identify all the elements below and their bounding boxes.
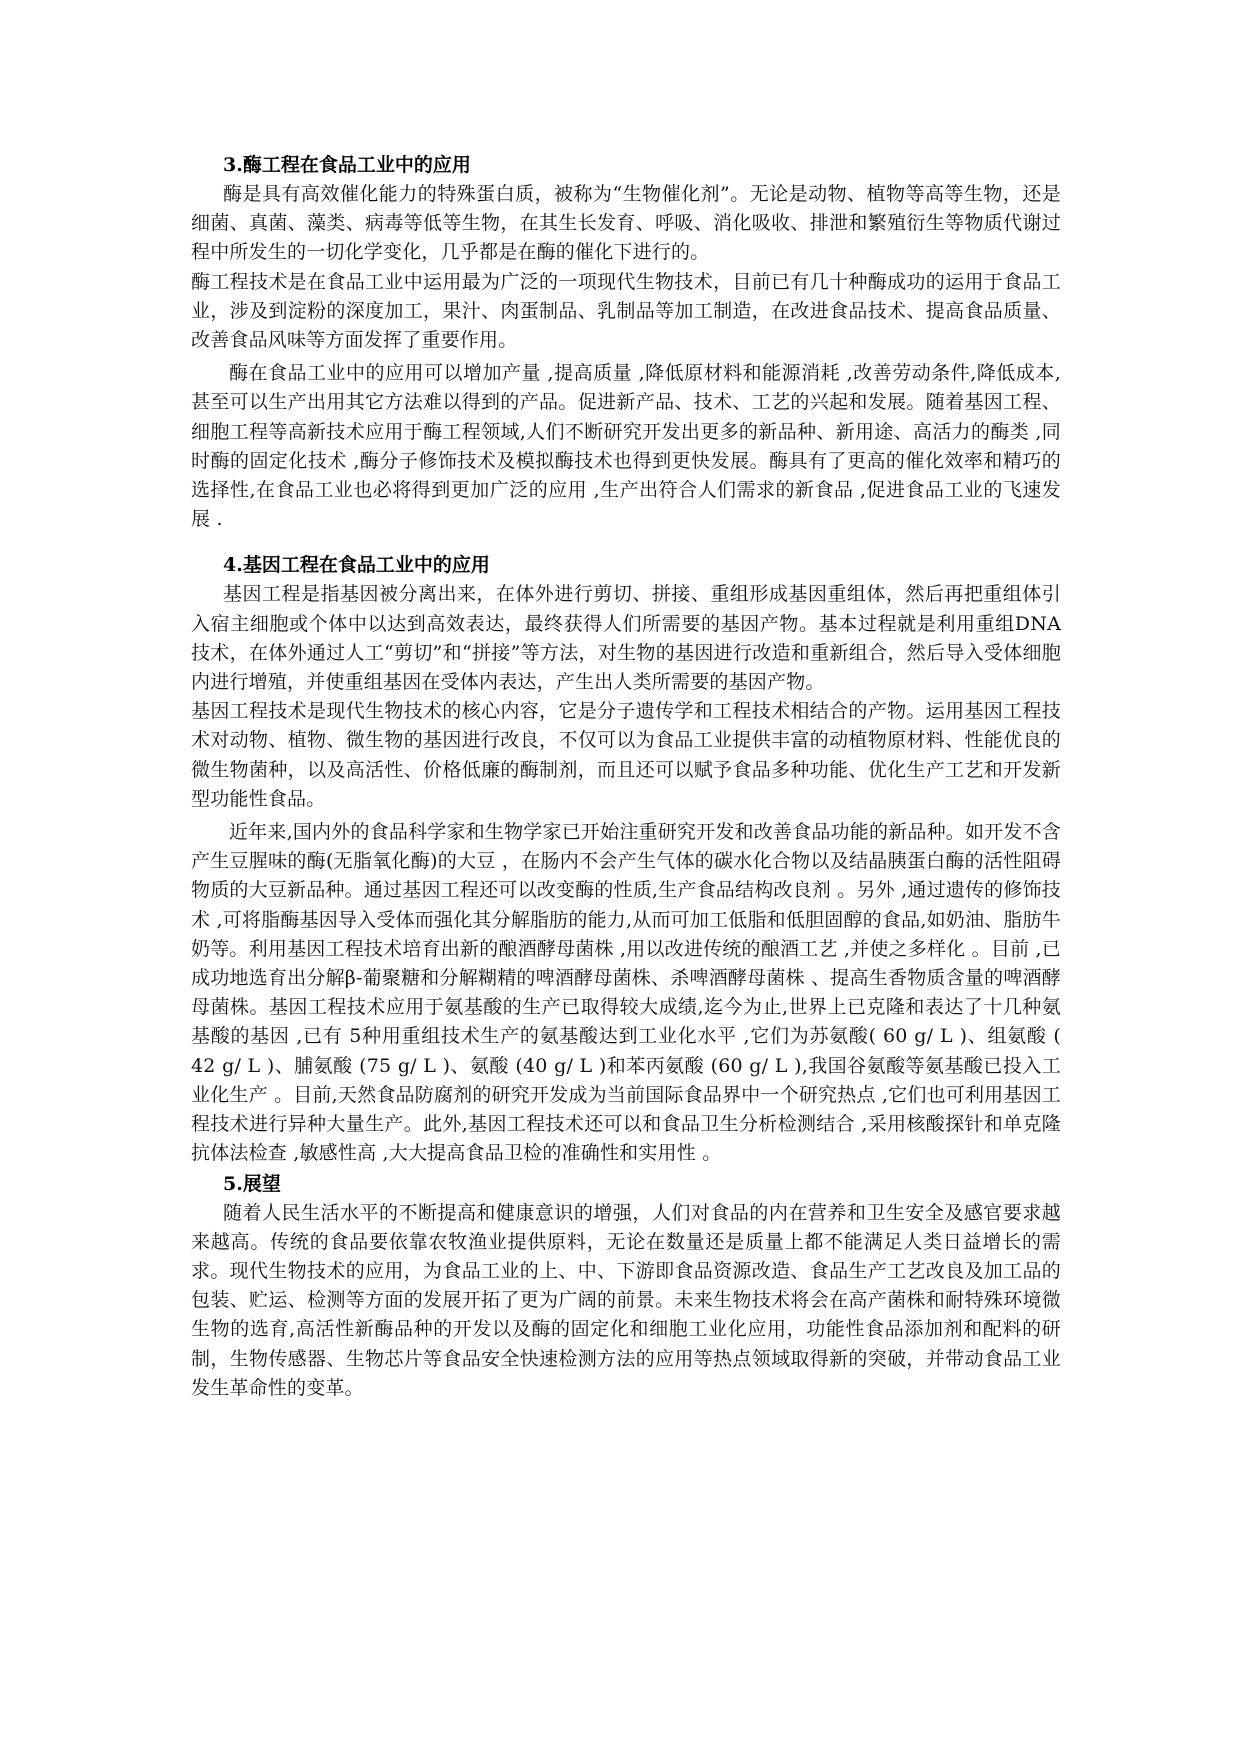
section-spacer xyxy=(191,534,1061,550)
section-heading-genetic-engineering: 4.基因工程在食品工业中的应用 xyxy=(223,554,490,577)
paragraph: 酶在食品工业中的应用可以增加产量 ,提高质量 ,降低原材料和能源消耗 ,改善劳动条件,降低成本,甚至可以生产出用其它方法难以得到的产品。促进新产品、技术、工艺的兴起和发展。随着基因工程、细胞工程等高新技术应用于酶工程领域,人们不断研究开发出更多的新品种、新用途、高活力的酶类 ,同时酶的固定化技术 ,酶分子修饰技术及模拟酶技术也得到更快发展。酶具有了更高的催化效率和精巧的选择性,在食品工业也必将得到更加广泛的应用 ,生产出符合人们需求的新食品 ,促进食品工业的飞速发展 . xyxy=(191,362,1061,531)
paragraph: 酶工程技术是在食品工业中运用最为广泛的一项现代生物技术，目前已有几十种酶成功的运用于食品工业，涉及到淀粉的深度加工，果汁、肉蛋制品、乳制品等加工制造，在改进食品技术、提高食品质量、改善食品风味等方面发挥了重要作用。 xyxy=(191,270,1061,352)
paragraph: 基因工程是指基因被分离出来，在体外进行剪切、拼接、重组形成基因重组体，然后再把重组体引入宿主细胞或个体中以达到高效表达，最终获得人们所需要的基因产物。基本过程就是利用重组DNA技术，在体外通过人工“剪切”和“拼接”等方法，对生物的基因进行改造和重新组合，然后导入受体细胞内进行增殖，并使重组基因在受体内表达，产生出人类所需要的基因产物。 xyxy=(191,583,1061,694)
paragraph: 基因工程技术是现代生物技术的核心内容，它是分子遗传学和工程技术相结合的产物。运用基因工程技术对动物、植物、微生物的基因进行改良，不仅可以为食品工业提供丰富的动植物原材料、性能优良的微生物菌种，以及高活性、价格低廉的酶制剂，而且还可以赋予食品多种功能、优化生产工艺和开发新型功能性食品。 xyxy=(191,700,1061,810)
paragraph: 随着人民生活水平的不断提高和健康意识的增强，人们对食品的内在营养和卫生安全及感官要求越来越高。传统的食品要依靠农牧渔业提供原料，无论在数量还是质量上都不能满足人类日益增长的需求。现代生物技术的应用，为食品工业的上、中、下游即食品资源改造、食品生产工艺改良及加工品的包装、贮运、检测等方面的发展开拓了更为广阔的前景。未来生物技术将会在高产菌株和耐特殊环境微生物的选育,高活性新酶品种的开发以及酶的固定化和细胞工业化应用，功能性食品添加剂和配料的研制，生物传感器、生物芯片等食品安全快速检测方法的应用等热点领域取得新的突破，并带动食品工业发生革命性的变革。 xyxy=(191,1201,1061,1399)
paragraph: 近年来,国内外的食品科学家和生物学家已开始注重研究开发和改善食品功能的新品种。如开发不含产生豆腥味的酶(无脂氧化酶)的大豆 ，在肠内不会产生气体的碳水化合物以及结晶胰蛋白酶的活性阻碍物质的大豆新品种。通过基因工程还可以改变酶的性质,生产食品结构改良剂 。另外 ,通过遗传的修饰技术 ,可将脂酶基因导入受体而强化其分解脂肪的能力,从而可加工低脂和低胆固醇的食品,如奶油、脂肪牛奶等。利用基因工程技术培育出新的酿酒酵母菌株 ,用以改进传统的酿酒工艺 ,并使之多样化 。目前 ,已成功地选育出分解β-葡聚糖和分解糊精的啤酒酵母菌株、杀啤酒酵母菌株 、提高生香物质含量的啤酒酵母菌株。基因工程技术应用于氨基酸的生产已取得较大成绩,迄今为止,世界上已克隆和表达了十几种氨基酸的基因 ,已有 5种用重组技术生产的氨基酸达到工业化水平 ,它们为苏氨酸( 60 g/ L )、组氨酸 ( 42 g/ L )、脯氨酸 (75 g/ L )、氨酸 (40 g/ L )和苯丙氨酸 (60 g/ L ),我国谷氨酸等氨基酸已投入工业化生产 。目前,天然食品防腐剂的研究开发成为当前国际食品界中一个研究热点 ,它们也可利用基因工程技术进行异种大量生产。此外,基因工程技术还可以和食品卫生分析检测结合 ,采用核酸探针和单克隆抗体法检查 ,敏感性高 ,大大提高食品卫检的准确性和实用性 。 xyxy=(191,821,1061,1165)
section-heading-outlook: 5.展望 xyxy=(223,1172,281,1195)
document-body xyxy=(191,150,1061,1403)
section-heading-enzyme-engineering: 3.酶工程在食品工业中的应用 xyxy=(223,154,471,176)
paragraph: 酶是具有高效催化能力的特殊蛋白质，被称为“生物催化剂”。无论是动物、植物等高等生物，还是细菌、真菌、藻类、病毒等低等生物，在其生长发育、呼吸、消化吸收、排泄和繁殖衍生等物质代谢过程中所发生的一切化学变化，几乎都是在酶的催化下进行的。 xyxy=(191,183,1061,264)
